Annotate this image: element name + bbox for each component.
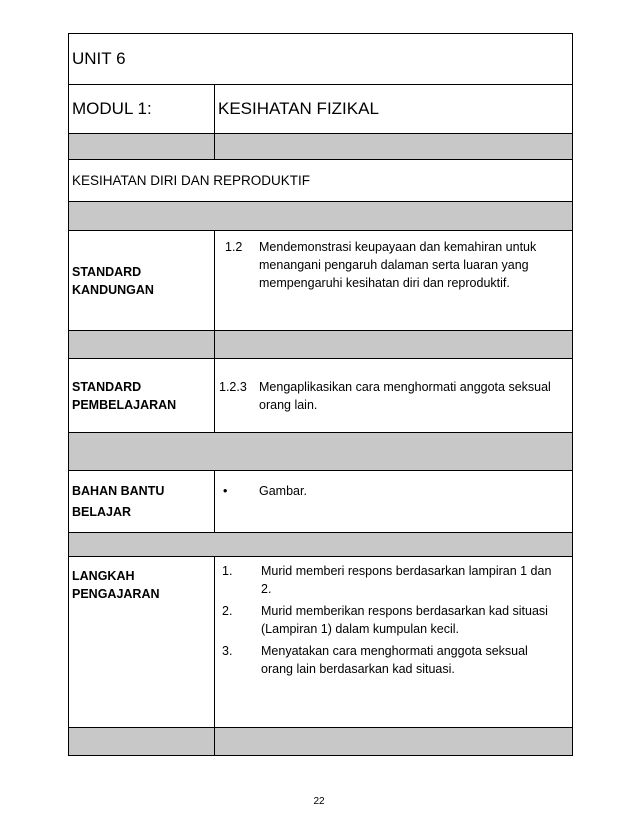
bahan-bantu-content [215,471,573,532]
standard-pembelajaran-content [215,359,573,432]
shaded-cell [69,728,215,755]
bahan-text: Gambar. [259,484,307,498]
shaded-cell [69,331,215,358]
modul-row [69,85,573,134]
modul-label: MODUL 1: [69,85,215,133]
langkah-row [69,557,573,728]
shaded-divider-row [69,728,573,756]
shaded-divider-row [69,533,573,557]
shaded-divider-row [69,433,573,471]
label-line: KANDUNGAN [72,282,154,297]
bahan-bantu-row [69,471,573,533]
standard-kandungan-label [69,231,215,330]
step-text: Menyatakan cara menghormati anggota seksual orang lain berdasarkan kad situasi. [261,644,528,676]
label-line: PEMBELAJARAN [72,397,177,412]
unit-heading: UNIT 6 [69,34,573,84]
bahan-bantu-label [69,471,215,532]
standard-kandungan-content [215,231,573,330]
step-number: 1. [222,564,233,578]
step-number: 3. [222,644,233,658]
shaded-cell [69,134,215,159]
shaded-cell [215,331,573,358]
label-line: STANDARD [72,379,142,394]
langkah-content [215,557,573,727]
shaded-cell [69,202,573,230]
standard-kandungan-row [69,231,573,331]
unit-row [69,34,573,85]
label-line: STANDARD [72,264,142,279]
list-item [222,642,562,678]
standard-text: Mengaplikasikan cara menghormati anggota seksual orang lain. [259,379,551,412]
label-line: PENGAJARAN [72,587,160,601]
shaded-cell [215,728,573,755]
step-text: Murid memberi respons berdasarkan lampiran 1 dan 2. [261,564,552,596]
shaded-cell [69,533,573,556]
langkah-label [69,557,215,727]
bullet: • [223,484,228,498]
standard-number: 1.2 [225,240,243,254]
list-item [222,602,562,638]
modul-title: KESIHATAN FIZIKAL [215,85,573,133]
shaded-divider-row [69,202,573,231]
step-text: Murid memberikan respons berdasarkan kad situasi (Lampiran 1) dalam kumpulan kecil. [261,604,548,636]
label-line: BAHAN BANTU [72,483,165,498]
list-item [222,562,562,598]
shaded-cell [215,134,573,159]
label-line: LANGKAH [72,569,135,583]
shaded-cell [69,433,573,470]
standard-pembelajaran-label [69,359,215,432]
standard-number: 1.2.3 [219,379,247,394]
standard-text: Mendemonstrasi keupayaan dan kemahiran untuk menangani pengaruh dalaman serta luaran yang mempengaruhi kesihatan diri dan reproduktif. [259,240,537,290]
step-number: 2. [222,604,233,618]
page-number: 22 [313,796,325,807]
shaded-divider-row [69,331,573,359]
standard-pembelajaran-row [69,359,573,433]
lesson-plan-table [68,33,573,756]
topic-row [69,160,573,202]
shaded-divider-row [69,134,573,160]
topic-title: KESIHATAN DIRI DAN REPRODUKTIF [69,160,573,201]
label-line: BELAJAR [72,504,132,519]
